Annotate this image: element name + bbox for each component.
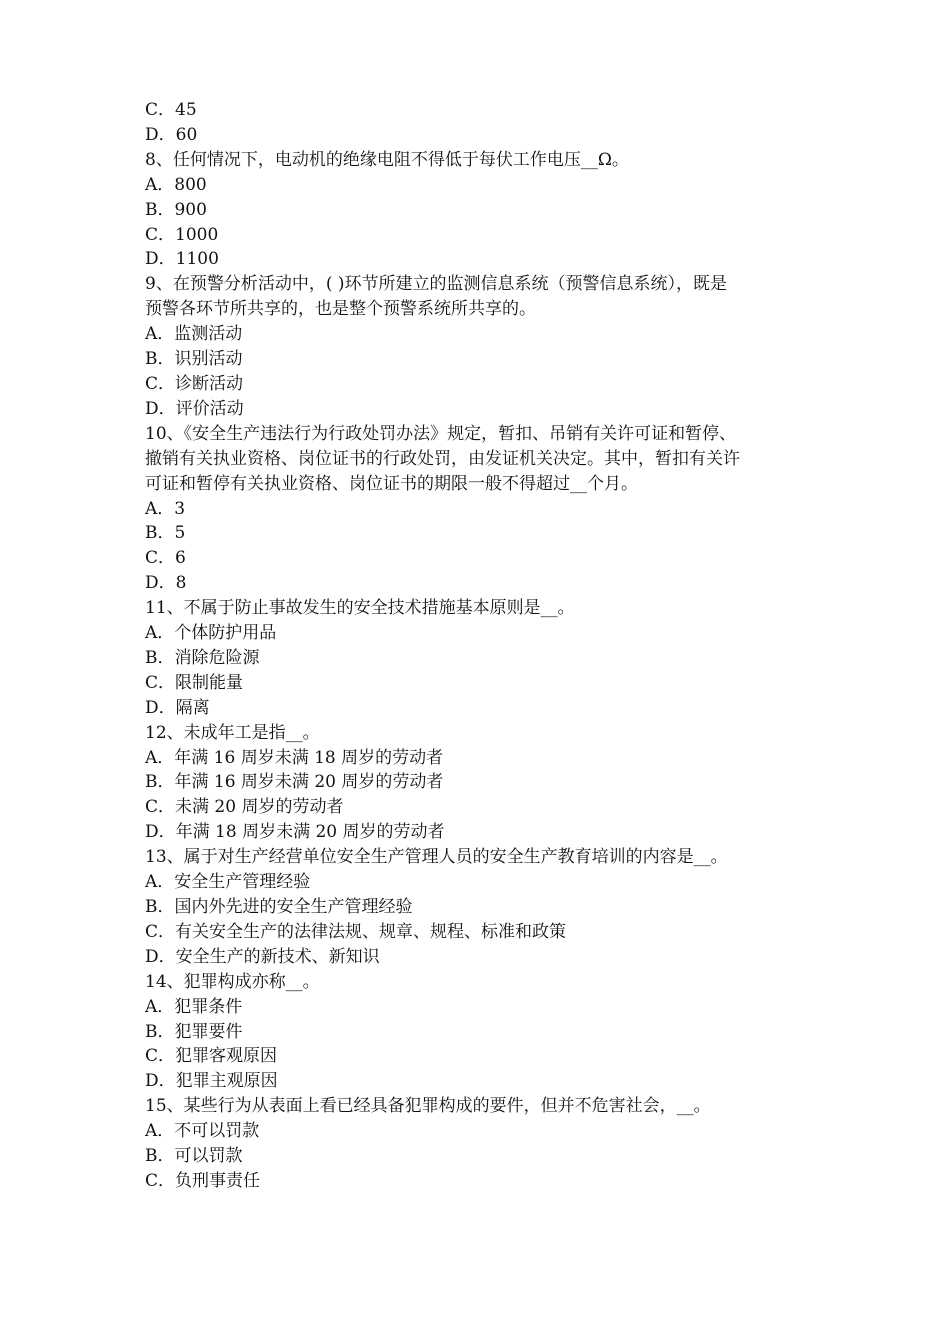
option-a-q8: A．800	[145, 174, 207, 195]
option-d-q12: D．年满 18 周岁未满 20 周岁的劳动者	[145, 822, 445, 843]
question-13: 13、属于对生产经营单位安全生产管理人员的安全生产教育培训的内容是__。	[145, 847, 728, 868]
option-c-q15: C．负刑事责任	[145, 1170, 261, 1191]
question-12: 12、未成年工是指__。	[145, 722, 320, 743]
question-9-line-1: 9、在预警分析活动中，( )环节所建立的监测信息系统（预警信息系统），既是	[145, 274, 727, 295]
option-a-q10: A．3	[145, 498, 186, 519]
option-d-q8: D．1100	[145, 249, 219, 270]
option-a-q12: A．年满 16 周岁未满 18 周岁的劳动者	[145, 747, 444, 768]
option-a-q15: A．不可以罚款	[145, 1121, 260, 1142]
option-b-q9: B．识别活动	[145, 349, 243, 370]
question-10-line-2: 撤销有关执业资格、岗位证书的行政处罚，由发证机关决定。其中，暂扣有关许	[145, 448, 740, 469]
option-a-q9: A．监测活动	[145, 324, 243, 345]
option-b-q15: B．可以罚款	[145, 1146, 243, 1167]
option-d-q9: D．评价活动	[145, 398, 244, 419]
question-10-line-3: 可证和暂停有关执业资格、岗位证书的期限一般不得超过__个月。	[145, 473, 638, 494]
option-a-q13: A．安全生产管理经验	[145, 872, 311, 893]
option-d-q14: D．犯罪主观原因	[145, 1071, 278, 1092]
question-8: 8、任何情况下，电动机的绝缘电阻不得低于每伏工作电压__Ω。	[145, 149, 629, 170]
option-d-q13: D．安全生产的新技术、新知识	[145, 946, 380, 967]
option-b-q10: B．5	[145, 523, 186, 544]
option-b-q8: B．900	[145, 199, 207, 220]
option-b-q13: B．国内外先进的安全生产管理经验	[145, 897, 413, 917]
question-14: 14、犯罪构成亦称__。	[145, 971, 320, 992]
option-c-q8: C．1000	[145, 224, 219, 245]
option-c-q13: C．有关安全生产的法律法规、规章、规程、标准和政策	[145, 921, 567, 942]
question-11: 11、不属于防止事故发生的安全技术措施基本原则是__。	[145, 598, 575, 619]
option-b-q14: B．犯罪要件	[145, 1021, 243, 1042]
option-c-q10: C．6	[145, 548, 186, 569]
option-c-q9: C．诊断活动	[145, 373, 244, 394]
option-d-q11: D．隔离	[145, 697, 210, 718]
question-9-line-2: 预警各环节所共享的，也是整个预警系统所共享的。	[145, 299, 536, 320]
document-page	[145, 98, 825, 1194]
question-15: 15、某些行为从表面上看已经具备犯罪构成的要件，但并不危害社会，__。	[145, 1096, 711, 1117]
option-c-q12: C．未满 20 周岁的劳动者	[145, 797, 344, 818]
option-d-q7: D．60	[145, 124, 198, 145]
option-a-q11: A．个体防护用品	[145, 623, 277, 644]
option-a-q14: A．犯罪条件	[145, 996, 243, 1017]
option-d-q10: D．8	[145, 573, 187, 594]
question-10-line-1: 10、《安全生产违法行为行政处罚办法》规定，暂扣、吊销有关许可证和暂停、	[145, 423, 737, 444]
option-c-q14: C．犯罪客观原因	[145, 1046, 278, 1067]
option-b-q11: B．消除危险源	[145, 647, 260, 668]
option-c-q11: C．限制能量	[145, 672, 244, 693]
option-c-q7: C．45	[145, 100, 197, 120]
option-b-q12: B．年满 16 周岁未满 20 周岁的劳动者	[145, 772, 444, 793]
